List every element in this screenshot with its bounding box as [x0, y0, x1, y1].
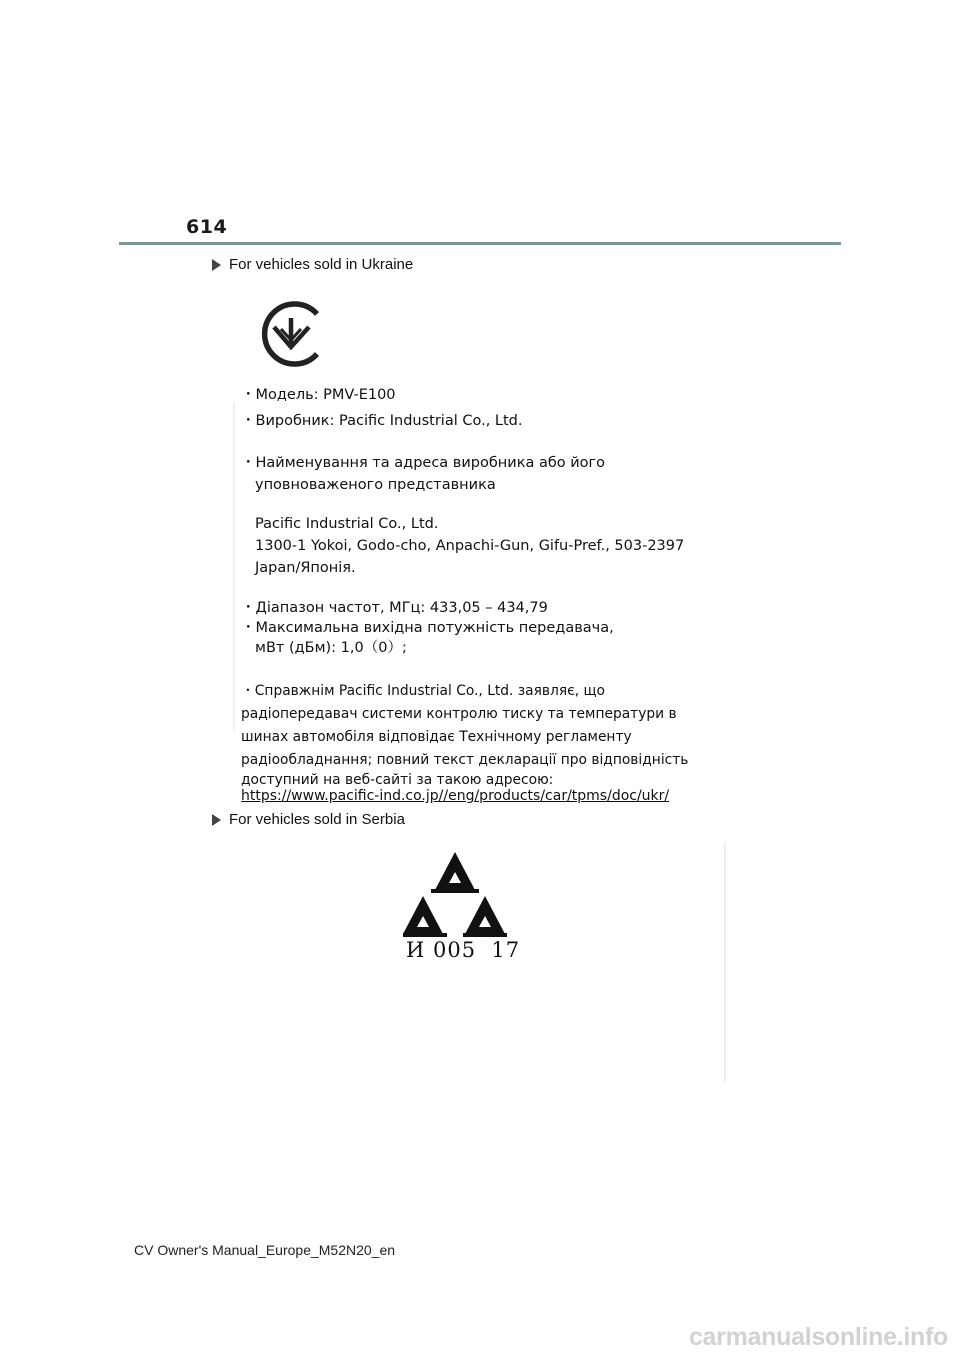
- bullet-triangle-icon: [212, 259, 221, 271]
- declaration-line-5: доступний на веб-сайті за такою адресою:: [241, 772, 554, 788]
- ukrainian-conformity-mark-icon: [257, 300, 325, 368]
- section-heading-serbia-text: For vehicles sold in Serbia: [229, 811, 405, 828]
- declaration-line-3: шинах автомобіля відповідає Технічному регламенту: [241, 729, 632, 745]
- representative-title-line-2: уповноваженого представника: [255, 477, 496, 493]
- section-heading-ukraine: [212, 256, 413, 273]
- representative-title-line-1: ・Найменування та адреса виробника або його: [241, 455, 606, 471]
- company-address: 1300-1 Yokoi, Godo-cho, Anpachi-Gun, Gifu-Pref., 503-2397: [255, 538, 685, 554]
- bullet-triangle-icon: [212, 814, 221, 826]
- manufacturer-line: ・Виробник: Pacific Industrial Co., Ltd.: [241, 413, 523, 429]
- frequency-range-line: ・Діапазон частот, МГц: 433,05 – 434,79: [241, 600, 548, 616]
- section-heading-serbia: [212, 811, 405, 828]
- ukraine-certification-figure: [233, 282, 729, 808]
- footer-manual-title: CV Owner's Manual_Europe_M52N20_en: [134, 1242, 396, 1258]
- declaration-url: https://www.pacific-ind.co.jp//eng/products/car/tpms/doc/ukr/: [241, 788, 670, 804]
- figure-scan-edge: [724, 842, 726, 1082]
- max-power-line-2: мВт (дБм): 1,0（0）;: [255, 640, 407, 656]
- company-country: Japan/Японія.: [255, 560, 356, 576]
- figure-scan-edge: [233, 402, 235, 732]
- serbian-certification-code: И 005 17: [406, 938, 521, 962]
- declaration-line-2: радіопередавач системи контролю тиску та температури в: [241, 706, 677, 722]
- header-divider: [119, 242, 841, 245]
- declaration-line-4: радіообладнання; повний текст декларації про відповідність: [241, 752, 689, 768]
- company-name: Pacific Industrial Co., Ltd.: [255, 516, 439, 532]
- declaration-line-1: ・Справжнім Pacific Industrial Co., Ltd. заявляє, що: [241, 683, 605, 699]
- model-line: ・Модель: PMV-E100: [241, 387, 396, 403]
- max-power-line-1: ・Максимальна вихідна потужність передавача,: [241, 620, 614, 636]
- page-number: 614: [186, 216, 228, 238]
- site-watermark: carmanualsonline.info: [688, 1323, 948, 1351]
- section-heading-ukraine-text: For vehicles sold in Ukraine: [229, 256, 414, 273]
